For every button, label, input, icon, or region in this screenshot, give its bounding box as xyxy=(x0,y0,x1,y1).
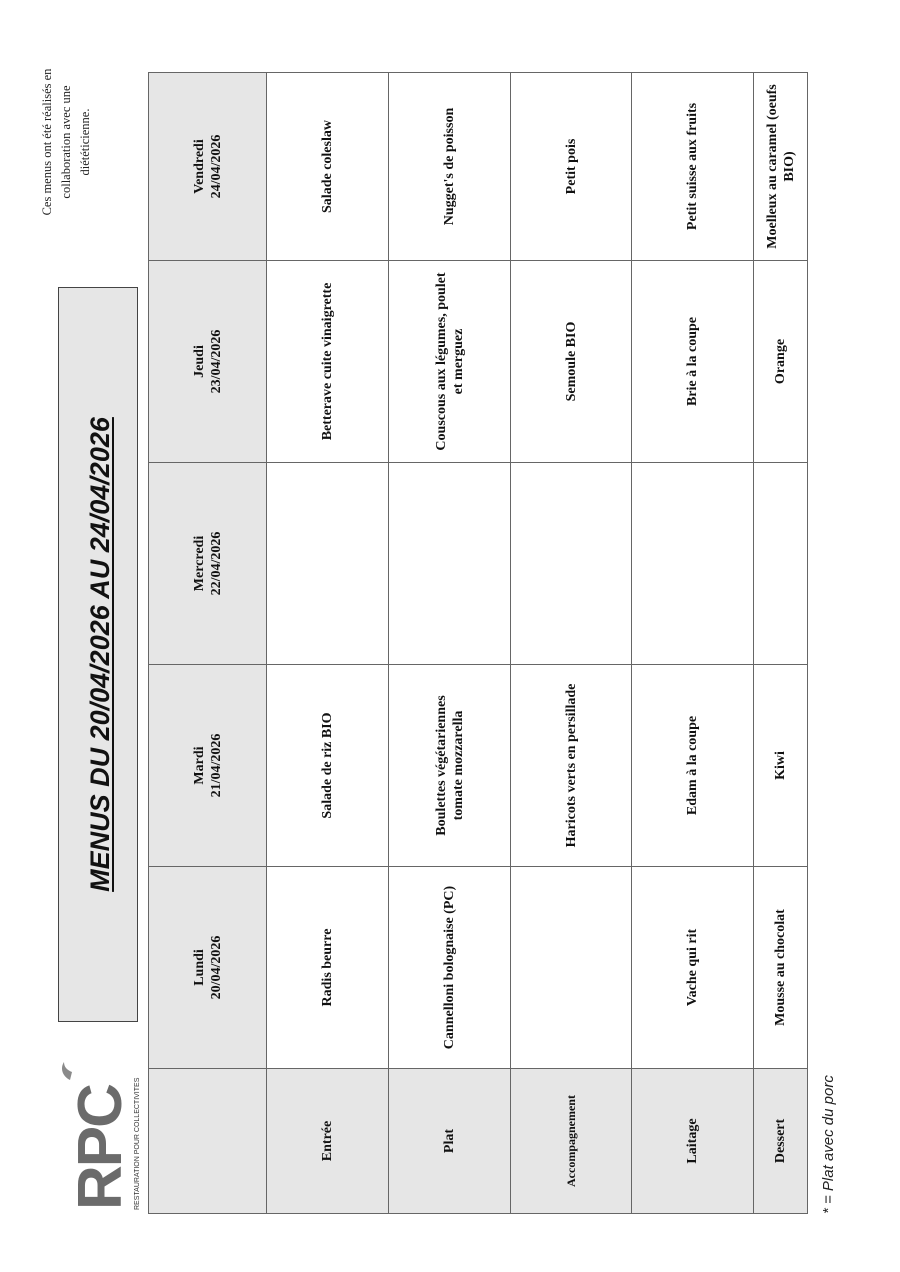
menu-cell xyxy=(389,462,511,664)
pork-footnote: * = Plat avec du porc xyxy=(820,1075,837,1214)
menu-cell xyxy=(267,462,389,664)
day-date: 21/04/2026 xyxy=(208,733,224,798)
menu-cell: Moelleux au caramel (oeufs BIO) xyxy=(764,84,797,249)
menu-cell: Couscous aux légumes, poulet et merguez xyxy=(389,260,511,462)
bird-icon xyxy=(56,1060,78,1082)
day-header-mercredi xyxy=(149,462,267,664)
menu-cell: Nugget's de poisson xyxy=(389,73,511,260)
day-header-mardi xyxy=(149,664,267,866)
dietitian-note: Ces menus ont été réalisés en collaboration avec une diététicienne. xyxy=(40,68,92,216)
menu-cell: Radis beurre xyxy=(267,866,389,1068)
day-date: 20/04/2026 xyxy=(208,935,224,1000)
day-name: Jeudi xyxy=(191,345,207,378)
menu-table xyxy=(148,72,808,1214)
row-label-laitage: Laitage xyxy=(632,1068,754,1213)
day-name: Mercredi xyxy=(191,535,207,592)
menu-cell: Boulettes végétariennes tomate mozzarella xyxy=(389,664,511,866)
menu-cell: Edam à la coupe xyxy=(632,664,754,866)
menu-cell: Betterave cuite vinaigrette xyxy=(267,260,389,462)
day-date: 22/04/2026 xyxy=(208,531,224,596)
menu-cell: Mousse au chocolat xyxy=(754,866,807,1068)
row-label-accompagnement: Accompagnement xyxy=(511,1068,632,1213)
menu-cell xyxy=(511,462,632,664)
menu-cell: Orange xyxy=(754,260,807,462)
menu-cell: Vache qui rit xyxy=(632,866,754,1068)
logo-tagline: RESTAURATION POUR COLLECTIVITES xyxy=(134,1077,141,1210)
row-label-dessert: Dessert xyxy=(754,1068,807,1213)
menu-cell: Kiwi xyxy=(754,664,807,866)
day-header-jeudi xyxy=(149,260,267,462)
day-date: 24/04/2026 xyxy=(208,134,224,199)
page-title: MENUS DU 20/04/2026 AU 24/04/2026 xyxy=(85,417,115,892)
menu-cell xyxy=(511,866,632,1068)
menu-cell: Semoule BIO xyxy=(511,260,632,462)
menu-cell xyxy=(754,462,807,664)
menu-cell: Haricots verts en persillade xyxy=(511,664,632,866)
day-name: Vendredi xyxy=(191,139,207,194)
day-date: 23/04/2026 xyxy=(208,329,224,394)
menu-cell: Cannelloni bolognaise (PC) xyxy=(389,866,511,1068)
menu-cell: Salade de riz BIO xyxy=(267,664,389,866)
day-name: Mardi xyxy=(191,746,207,785)
menu-cell: Salade coleslaw xyxy=(267,73,389,260)
day-name: Lundi xyxy=(191,949,207,986)
menu-cell xyxy=(632,462,754,664)
title-box xyxy=(58,287,138,1022)
menu-cell: Petit pois xyxy=(511,73,632,260)
logo-letters: RPC xyxy=(66,1085,135,1210)
menu-cell: Brie à la coupe xyxy=(632,260,754,462)
row-label-entree: Entrée xyxy=(267,1068,389,1213)
menu-cell: Petit suisse aux fruits xyxy=(632,73,754,260)
corner-cell xyxy=(149,1068,267,1213)
day-header-vendredi xyxy=(149,73,267,260)
rpc-logo xyxy=(56,1077,144,1210)
row-label-plat: Plat xyxy=(389,1068,511,1213)
day-header-lundi xyxy=(149,866,267,1068)
